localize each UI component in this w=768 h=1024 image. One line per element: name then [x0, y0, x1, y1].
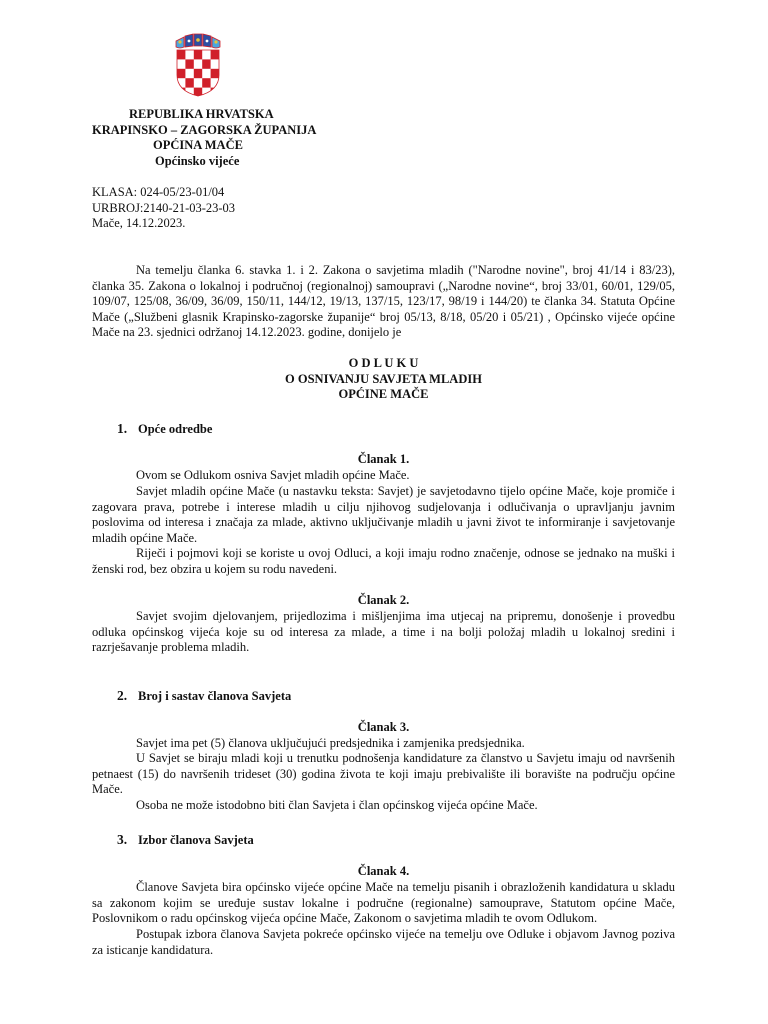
document-subtitle-municipality: OPĆINE MAČE	[338, 387, 429, 401]
preamble: Na temelju članka 6. stavka 1. i 2. Zakona o savjetima mladih ("Narodne novine", broj 41/14 i 83/23), članka 35. Zakona o lokalnoj i područnoj (regionalnoj) samoupravi („Narodne novine“, broj 33/01, 60/01, 129/05, 109/07, 125/08, 36/09, 36/09, 150/11, 144/12, 19/13, 137/15, 123/17, 98/19 i 144/20) te članka 34. Statuta Općine Mače („Službeni glasnik Krapinsko-zagorske županije“ broj 05/13, 8/18, 05/20 i 05/21) , Općinsko vijeće općine Mače na 23. sjednici održanoj 14.12.2023. godine, donijelo je	[92, 263, 675, 340]
article-paragraph: Savjet mladih općine Mače (u nastavku teksta: Savjet) je savjetodavno tijelo općine Mače, koje promiče i zagovara prava, potrebe i interese mladih u cilju njihovog sudjelovanja i odlučivanja o upravljanju javnim poslovima od interesa i značaja za mlade, aktivno uključivanje mladih u javni život te informiranje i savjetovanje mladih općine Mače.	[92, 484, 675, 545]
header-county: KRAPINSKO – ZAGORSKA ŽUPANIJA	[92, 123, 317, 137]
section-number: 2.	[117, 688, 128, 703]
article-heading: Članak 3.	[357, 720, 410, 734]
article-paragraph: Riječi i pojmovi koji se koriste u ovoj Odluci, a koji imaju rodno značenje, odnose se jednako na muški i ženski rod, bez obzira u kojem su rodu navedeni.	[92, 546, 675, 576]
section-heading	[117, 421, 212, 438]
section-title: Izbor članova Savjeta	[138, 833, 254, 847]
urbroj: URBROJ:2140-21-03-23-03	[92, 201, 236, 215]
article-heading: Članak 1.	[357, 452, 410, 466]
article-heading: Članak 4.	[357, 864, 410, 878]
article-paragraph: Postupak izbora članova Savjeta pokreće općinsko vijeće na temelju ove Odluke i objavom Javnog poziva za isticanje kandidatura.	[92, 927, 675, 957]
header-council: Općinsko vijeće	[155, 154, 240, 168]
checkerboard-shield	[177, 50, 219, 97]
header-republic: REPUBLIKA HRVATSKA	[129, 107, 274, 121]
section-number: 3.	[117, 832, 128, 847]
article-paragraph: U Savjet se biraju mladi koji u trenutku podnošenja kandidature za članstvo u Savjetu imaju od navršenih petnaest (15) do navršenih trideset (30) godina života te koji imaju prebivalište ili boravište na području općine Mače.	[92, 751, 675, 797]
header-municipality: OPĆINA MAČE	[153, 138, 243, 152]
place-date: Mače, 14.12.2023.	[92, 216, 186, 230]
document-subtitle: O OSNIVANJU SAVJETA MLADIH	[285, 372, 482, 386]
section-heading	[117, 688, 291, 705]
section-title: Opće odredbe	[138, 422, 213, 436]
section-title: Broj i sastav članova Savjeta	[138, 689, 292, 703]
article-paragraph: Članove Savjeta bira općinsko vijeće općine Mače na temelju pisanih i obrazloženih kandidatura u skladu sa zakonom kojim se uređuje sustav lokalne i područne (regionalne) samouprave, Statutom općine Mače, Poslovnikom o radu općinskog vijeća općine Mače, Zakonom o savjetima mladih te ovom Odlukom.	[92, 880, 675, 926]
section-number: 1.	[117, 421, 128, 436]
article-paragraph: Savjet ima pet (5) članova uključujući predsjednika i zamjenika predsjednika.	[136, 736, 525, 750]
klasa: KLASA: 024-05/23-01/04	[92, 185, 225, 199]
coat-of-arms-emblem	[174, 33, 222, 97]
section-heading	[117, 832, 254, 849]
article-paragraph: Osoba ne može istodobno biti član Savjeta i član općinskog vijeća općine Mače.	[136, 798, 538, 812]
article-heading: Članak 2.	[357, 593, 410, 607]
document-title: O D L U K U	[348, 356, 419, 370]
crown	[176, 34, 220, 48]
article-paragraph: Savjet svojim djelovanjem, prijedlozima i mišljenjima ima utjecaj na pripremu, donošenje i provedbu odluka općinskog vijeća koje su od interesa za mlade, a time i na bolji položaj mladih u lokalnoj sredini i razrješavanje problema mladih.	[92, 609, 675, 655]
article-paragraph: Ovom se Odlukom osniva Savjet mladih općine Mače.	[136, 468, 410, 482]
